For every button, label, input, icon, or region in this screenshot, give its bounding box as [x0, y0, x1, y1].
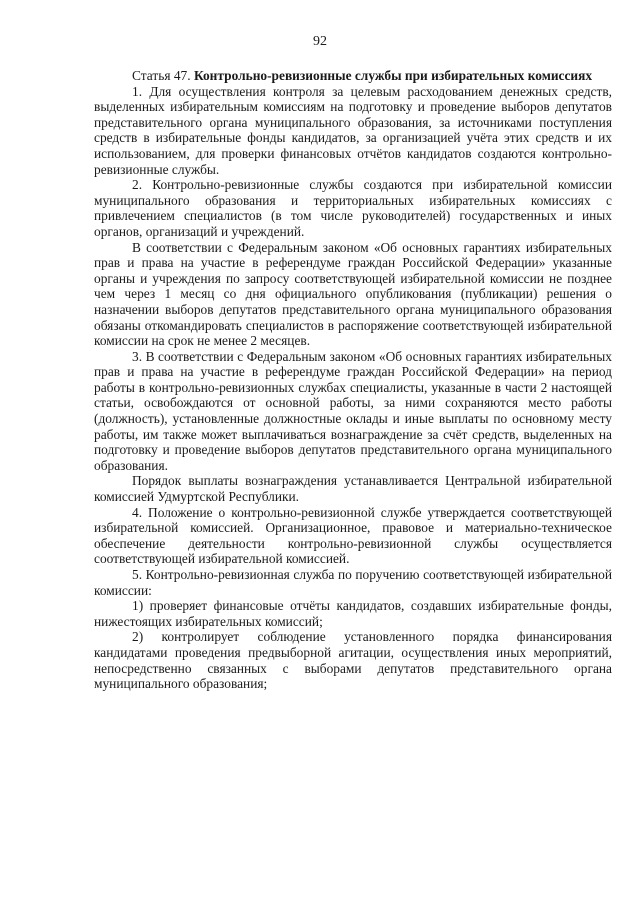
article-heading — [94, 68, 612, 84]
paragraph-2: 2. Контрольно-ревизионные службы создаются при избирательной комиссии муниципального образования и территориальных избирательных комиссиях с привлечением специалистов (в том числе руководителей) государственных и иных органов, организаций и учреждений. — [94, 177, 612, 239]
paragraph-3-remuneration: Порядок выплаты вознаграждения устанавливается Центральной избирательной комиссией Удмуртской Республики. — [94, 473, 612, 505]
document-body — [94, 68, 612, 692]
page-number: 92 — [313, 34, 327, 49]
paragraph-5: 5. Контрольно-ревизионная служба по поручению соответствующей избирательной комиссии: — [94, 567, 612, 598]
paragraph-2-secondment: В соответствии с Федеральным законом «Об основных гарантиях избирательных прав и права на участие в референдуме граждан Российской Федерации» указанные органы и учреждения по запросу соответствующей избирательной комиссии не позднее чем через 1 месяц со дня официального опубликования (публикации) решения о назначении выборов депутатов представительного органа муниципального образования обязаны откомандировать специалистов в распоряжение соответствующей избирательной комиссии на срок не менее 2 месяцев. — [94, 239, 612, 349]
article-prefix: Статья 47. — [132, 68, 191, 83]
paragraph-4: 4. Положение о контрольно-ревизионной службе утверждается соответствующей избирательной комиссией. Организационное, правовое и материально-техническое обеспечение деятельности контрольно-ревизионной службы осуществляется соответствующей избирательной комиссией. — [94, 504, 612, 567]
paragraph-3: 3. В соответствии с Федеральным законом «Об основных гарантиях избирательных прав и права на участие в референдуме граждан Российской Федерации» на период работы в контрольно-ревизионных службах специалисты, указанные в части 2 настоящей статьи, освобождаются от основной работы, за ними сохраняются место работы (должность), установленные должностные оклады и иные выплаты по основному месту работы, им также может выплачиваться вознаграждение за счёт средств, выделенных на подготовку и проведение выборов депутатов представительного органа муниципального образования. — [94, 348, 612, 473]
paragraph-1: 1. Для осуществления контроля за целевым расходованием денежных средств, выделенных избирательным комиссиям на подготовку и проведение выборов депутатов представительного органа муниципального образования, за источниками поступления средств в избирательные фонды кандидатов, за организацией учёта этих средств и их использованием, для проверки финансовых отчётов кандидатов создаются контрольно-ревизионные службы. — [94, 83, 612, 177]
list-item-1: 1) проверяет финансовые отчёты кандидатов, создавших избирательные фонды, нижестоящих избирательных комиссий; — [94, 598, 612, 629]
list-item-2: 2) контролирует соблюдение установленного порядка финансирования кандидатами проведения предвыборной агитации, осуществления иных мероприятий, непосредственно связанных с выборами депутатов представительного органа муниципального образования; — [94, 629, 612, 692]
article-title: Контрольно-ревизионные службы при избирательных комиссиях — [193, 68, 593, 83]
